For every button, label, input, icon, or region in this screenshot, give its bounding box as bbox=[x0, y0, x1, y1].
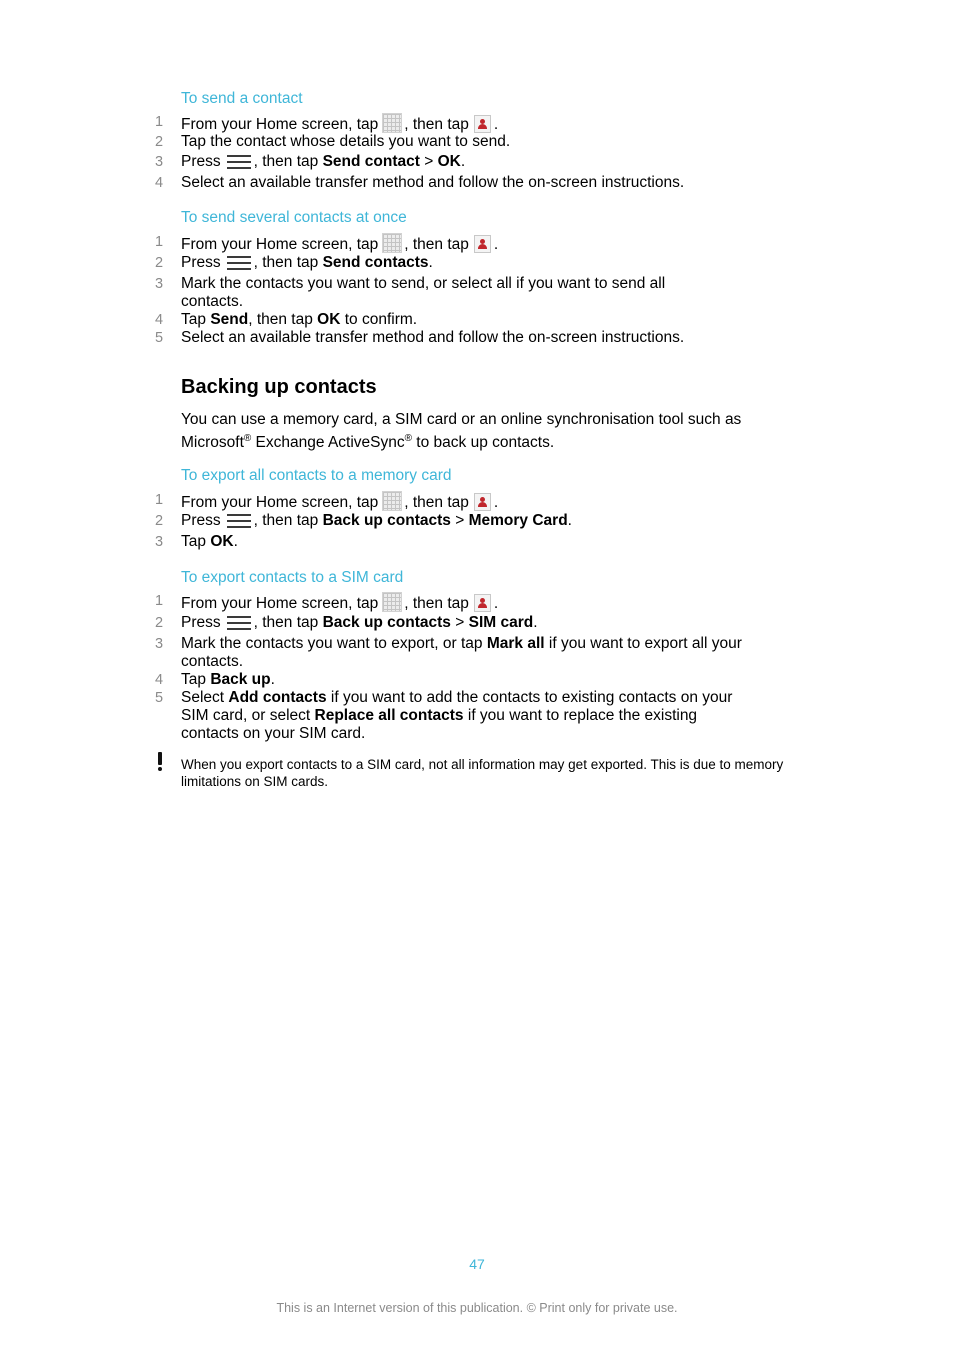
step-text-part: . bbox=[428, 254, 433, 271]
apps-grid-icon bbox=[382, 592, 402, 612]
note-text: When you export contacts to a SIM card, not all information may get exported. This is due to memory limitations on SIM cards. bbox=[181, 757, 784, 789]
step-text-part: Tap bbox=[181, 533, 211, 550]
exclamation-icon bbox=[156, 752, 164, 772]
step-text-part: , then tap bbox=[253, 254, 319, 271]
step-number: 2 bbox=[155, 255, 164, 271]
step-text-part: > bbox=[450, 614, 469, 631]
step-text bbox=[181, 592, 781, 613]
step-text-part: . bbox=[493, 116, 499, 133]
menu-icon bbox=[227, 616, 251, 630]
step-text bbox=[181, 491, 781, 512]
step-number: 2 bbox=[155, 615, 164, 631]
ui-term: Send contact bbox=[322, 153, 420, 170]
step-text-part: Select bbox=[181, 689, 229, 706]
step-text bbox=[181, 311, 781, 329]
step-text-part: , then tap bbox=[248, 311, 318, 328]
step-number: 5 bbox=[155, 330, 164, 346]
step-number: 1 bbox=[155, 593, 164, 609]
menu-icon bbox=[227, 155, 251, 169]
apps-grid-icon bbox=[382, 113, 402, 133]
step-text-part: Tap bbox=[181, 671, 211, 688]
step-text-part: > bbox=[419, 153, 438, 170]
step-text-part: , then tap bbox=[404, 236, 469, 253]
ui-term: Back up contacts bbox=[322, 614, 451, 631]
procedure-title-send-several: To send several contacts at once bbox=[181, 209, 407, 226]
step-text bbox=[181, 671, 781, 689]
step-text-part: Press bbox=[181, 614, 221, 631]
step-number: 5 bbox=[155, 690, 164, 706]
registered-mark: ® bbox=[404, 432, 412, 444]
ui-term: Add contacts bbox=[228, 689, 327, 706]
step-text: Select an available transfer method and follow the on-screen instructions. bbox=[181, 174, 685, 191]
footer-notice: This is an Internet version of this publication. © Print only for private use. bbox=[276, 1301, 678, 1315]
procedure-title-export-memory-card: To export all contacts to a memory card bbox=[181, 467, 452, 484]
ui-term: Replace all contacts bbox=[314, 707, 464, 724]
step-text: Tap the contact whose details you want to send. bbox=[181, 133, 511, 150]
step-text-part: . bbox=[493, 494, 499, 511]
ui-term: Send contacts bbox=[322, 254, 429, 271]
ui-term: Back up contacts bbox=[322, 512, 451, 529]
step-text-part: From your Home screen, tap bbox=[181, 116, 379, 133]
step-text: Mark the contacts you want to send, or select all if you want to send all contacts. bbox=[181, 275, 666, 310]
step-text bbox=[181, 689, 741, 743]
procedure-title-export-sim-card: To export contacts to a SIM card bbox=[181, 569, 404, 586]
contacts-app-icon bbox=[474, 115, 491, 133]
step-text-part: From your Home screen, tap bbox=[181, 595, 379, 612]
step-text-part: Tap bbox=[181, 311, 211, 328]
apps-grid-icon bbox=[382, 491, 402, 511]
step-text bbox=[181, 153, 781, 171]
intro-text: to back up contacts. bbox=[412, 434, 555, 451]
contacts-app-icon bbox=[474, 235, 491, 253]
step-number: 1 bbox=[155, 492, 164, 508]
step-number: 4 bbox=[155, 175, 164, 191]
step-number: 2 bbox=[155, 513, 164, 529]
step-text bbox=[181, 614, 781, 632]
contacts-app-icon bbox=[474, 493, 491, 511]
step-text-part: > bbox=[450, 512, 469, 529]
ui-term: OK bbox=[317, 311, 341, 328]
step-text bbox=[181, 254, 781, 272]
step-number: 4 bbox=[155, 312, 164, 328]
step-text-part: Press bbox=[181, 512, 221, 529]
step-text-part: . bbox=[460, 153, 466, 170]
ui-term: Memory Card bbox=[468, 512, 568, 529]
step-text-part: From your Home screen, tap bbox=[181, 494, 379, 511]
ui-term: Mark all bbox=[486, 635, 545, 652]
step-text-part: From your Home screen, tap bbox=[181, 236, 379, 253]
step-text-part: . bbox=[567, 512, 572, 529]
step-text-part: . bbox=[493, 595, 499, 612]
ui-term: SIM card bbox=[468, 614, 534, 631]
step-text-part: if you want to replace the existing contacts on your SIM card. bbox=[181, 707, 698, 742]
step-text-part: Press bbox=[181, 254, 221, 271]
ui-term: Send bbox=[210, 311, 249, 328]
step-text bbox=[181, 512, 781, 530]
section-heading: Backing up contacts bbox=[181, 376, 377, 398]
contacts-app-icon bbox=[474, 594, 491, 612]
step-text-part: . bbox=[233, 533, 238, 550]
step-text-part: if you want to export all your contacts. bbox=[181, 635, 742, 670]
intro-text: You can use a memory card, a SIM card or an online synchronisation tool such as Microsoft bbox=[181, 411, 742, 451]
step-text-part: , then tap bbox=[404, 595, 469, 612]
step-text-part: , then tap bbox=[404, 116, 469, 133]
menu-icon bbox=[227, 514, 251, 528]
step-text bbox=[181, 635, 751, 671]
step-text bbox=[181, 533, 781, 551]
step-text-part: Press bbox=[181, 153, 221, 170]
step-text bbox=[181, 113, 781, 134]
step-text-part: to confirm. bbox=[340, 311, 418, 328]
step-number: 3 bbox=[155, 534, 164, 550]
step-text-part: . bbox=[270, 671, 275, 688]
procedure-title-send-contact: To send a contact bbox=[181, 90, 303, 107]
step-number: 1 bbox=[155, 114, 164, 130]
step-number: 4 bbox=[155, 672, 164, 688]
step-number: 3 bbox=[155, 276, 164, 292]
step-text-part: , then tap bbox=[253, 153, 319, 170]
step-text-part: , then tap bbox=[253, 614, 319, 631]
step-number: 3 bbox=[155, 154, 164, 170]
step-text-part: . bbox=[493, 236, 499, 253]
ui-term: OK bbox=[210, 533, 234, 550]
step-text bbox=[181, 233, 781, 254]
step-text-part: Mark the contacts you want to export, or tap bbox=[181, 635, 487, 652]
intro-paragraph bbox=[181, 408, 791, 454]
intro-text: Exchange ActiveSync bbox=[251, 434, 405, 451]
step-text: Select an available transfer method and follow the on-screen instructions. bbox=[181, 329, 685, 346]
apps-grid-icon bbox=[382, 233, 402, 253]
step-text-part: , then tap bbox=[253, 512, 319, 529]
step-text-part: , then tap bbox=[404, 494, 469, 511]
step-text-part: . bbox=[533, 614, 538, 631]
page-number: 47 bbox=[469, 1256, 485, 1272]
menu-icon bbox=[227, 256, 251, 270]
step-number: 3 bbox=[155, 636, 164, 652]
registered-mark: ® bbox=[243, 432, 252, 444]
ui-term: OK bbox=[437, 153, 461, 170]
step-number: 1 bbox=[155, 234, 164, 250]
ui-term: Back up bbox=[210, 671, 271, 688]
step-text-part: if you want to add the contacts to existing contacts on your SIM card, or select bbox=[181, 689, 733, 724]
step-number: 2 bbox=[155, 134, 164, 150]
